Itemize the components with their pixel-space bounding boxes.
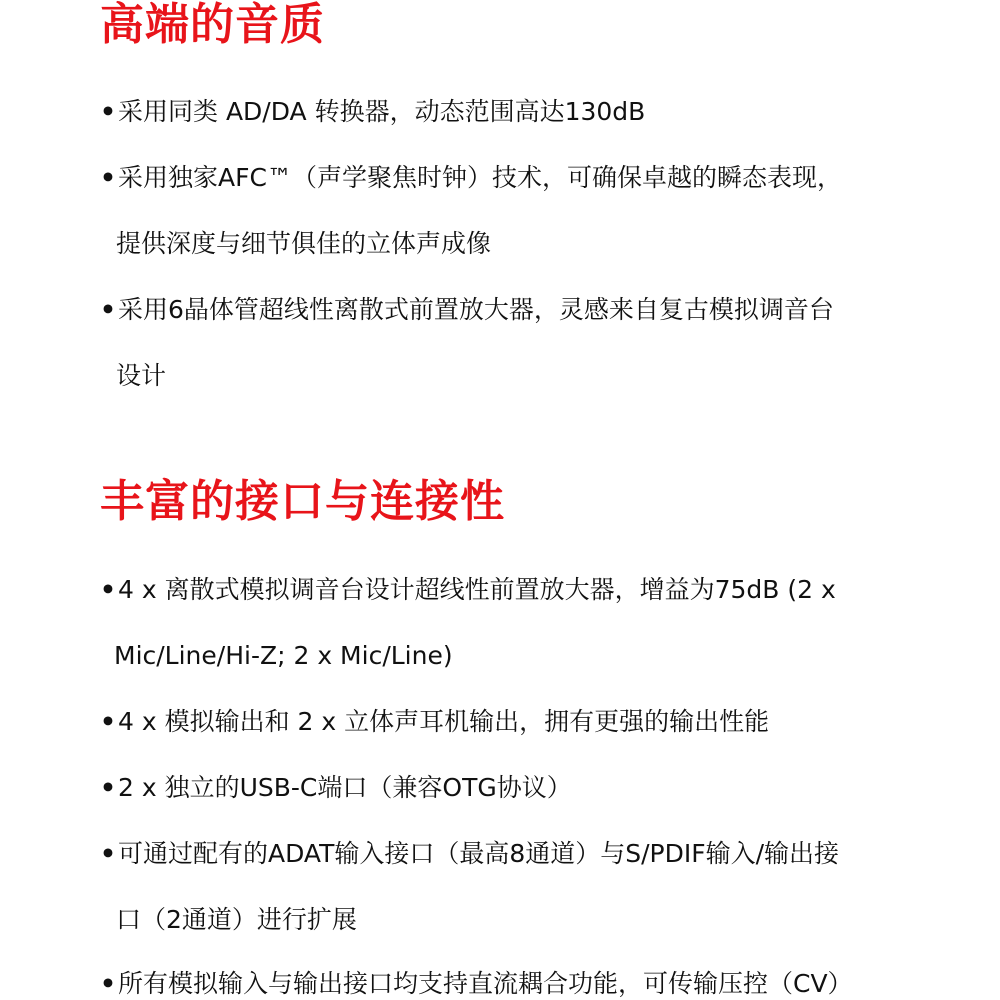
bullet-icon: •	[100, 839, 116, 868]
bullet-icon: •	[100, 163, 116, 192]
list-item	[100, 968, 853, 1000]
list-item-text: 4 x 模拟输出和 2 x 立体声耳机输出，拥有更强的输出性能	[118, 707, 770, 736]
list-item-text: 所有模拟输入与输出接口均支持直流耦合功能，可传输压控（CV）	[118, 969, 853, 998]
list-item	[100, 574, 836, 606]
list-item	[100, 294, 834, 326]
bullet-icon: •	[100, 773, 116, 802]
list-item-continuation: Mic/Line/Hi-Z; 2 x Mic/Line)	[114, 641, 453, 670]
list-item-continuation: 口（2通道）进行扩展	[116, 905, 357, 934]
list-item-continuation: 提供深度与细节俱佳的立体声成像	[116, 229, 492, 258]
list-item	[100, 772, 572, 804]
bullet-icon: •	[100, 707, 116, 736]
list-item-text: 采用同类 AD/DA 转换器，动态范围高达130dB	[118, 97, 646, 126]
list-item	[100, 838, 839, 870]
section-heading-connectivity: 丰富的接口与连接性	[100, 476, 505, 527]
bullet-icon: •	[100, 969, 116, 998]
list-item	[100, 162, 842, 194]
list-item-continuation: 设计	[116, 361, 167, 390]
list-item-text: 2 x 独立的USB-C端口（兼容OTG协议）	[118, 773, 572, 802]
list-item-text: 采用独家AFC™（声学聚焦时钟）技术，可确保卓越的瞬态表现，	[118, 163, 842, 192]
list-item	[100, 96, 645, 128]
list-item-text: 采用6晶体管超线性离散式前置放大器，灵感来自复古模拟调音台	[118, 295, 834, 324]
bullet-icon: •	[100, 97, 116, 126]
list-item-text: 4 x 离散式模拟调音台设计超线性前置放大器，增益为75dB (2 x	[118, 575, 836, 604]
list-item	[100, 706, 769, 738]
bullet-icon: •	[100, 295, 116, 324]
list-item-text: 可通过配有的ADAT输入接口（最高8通道）与S/PDIF输入/输出接	[118, 839, 840, 868]
bullet-icon: •	[100, 575, 116, 604]
section-heading-audio-quality: 高端的音质	[100, 0, 325, 50]
